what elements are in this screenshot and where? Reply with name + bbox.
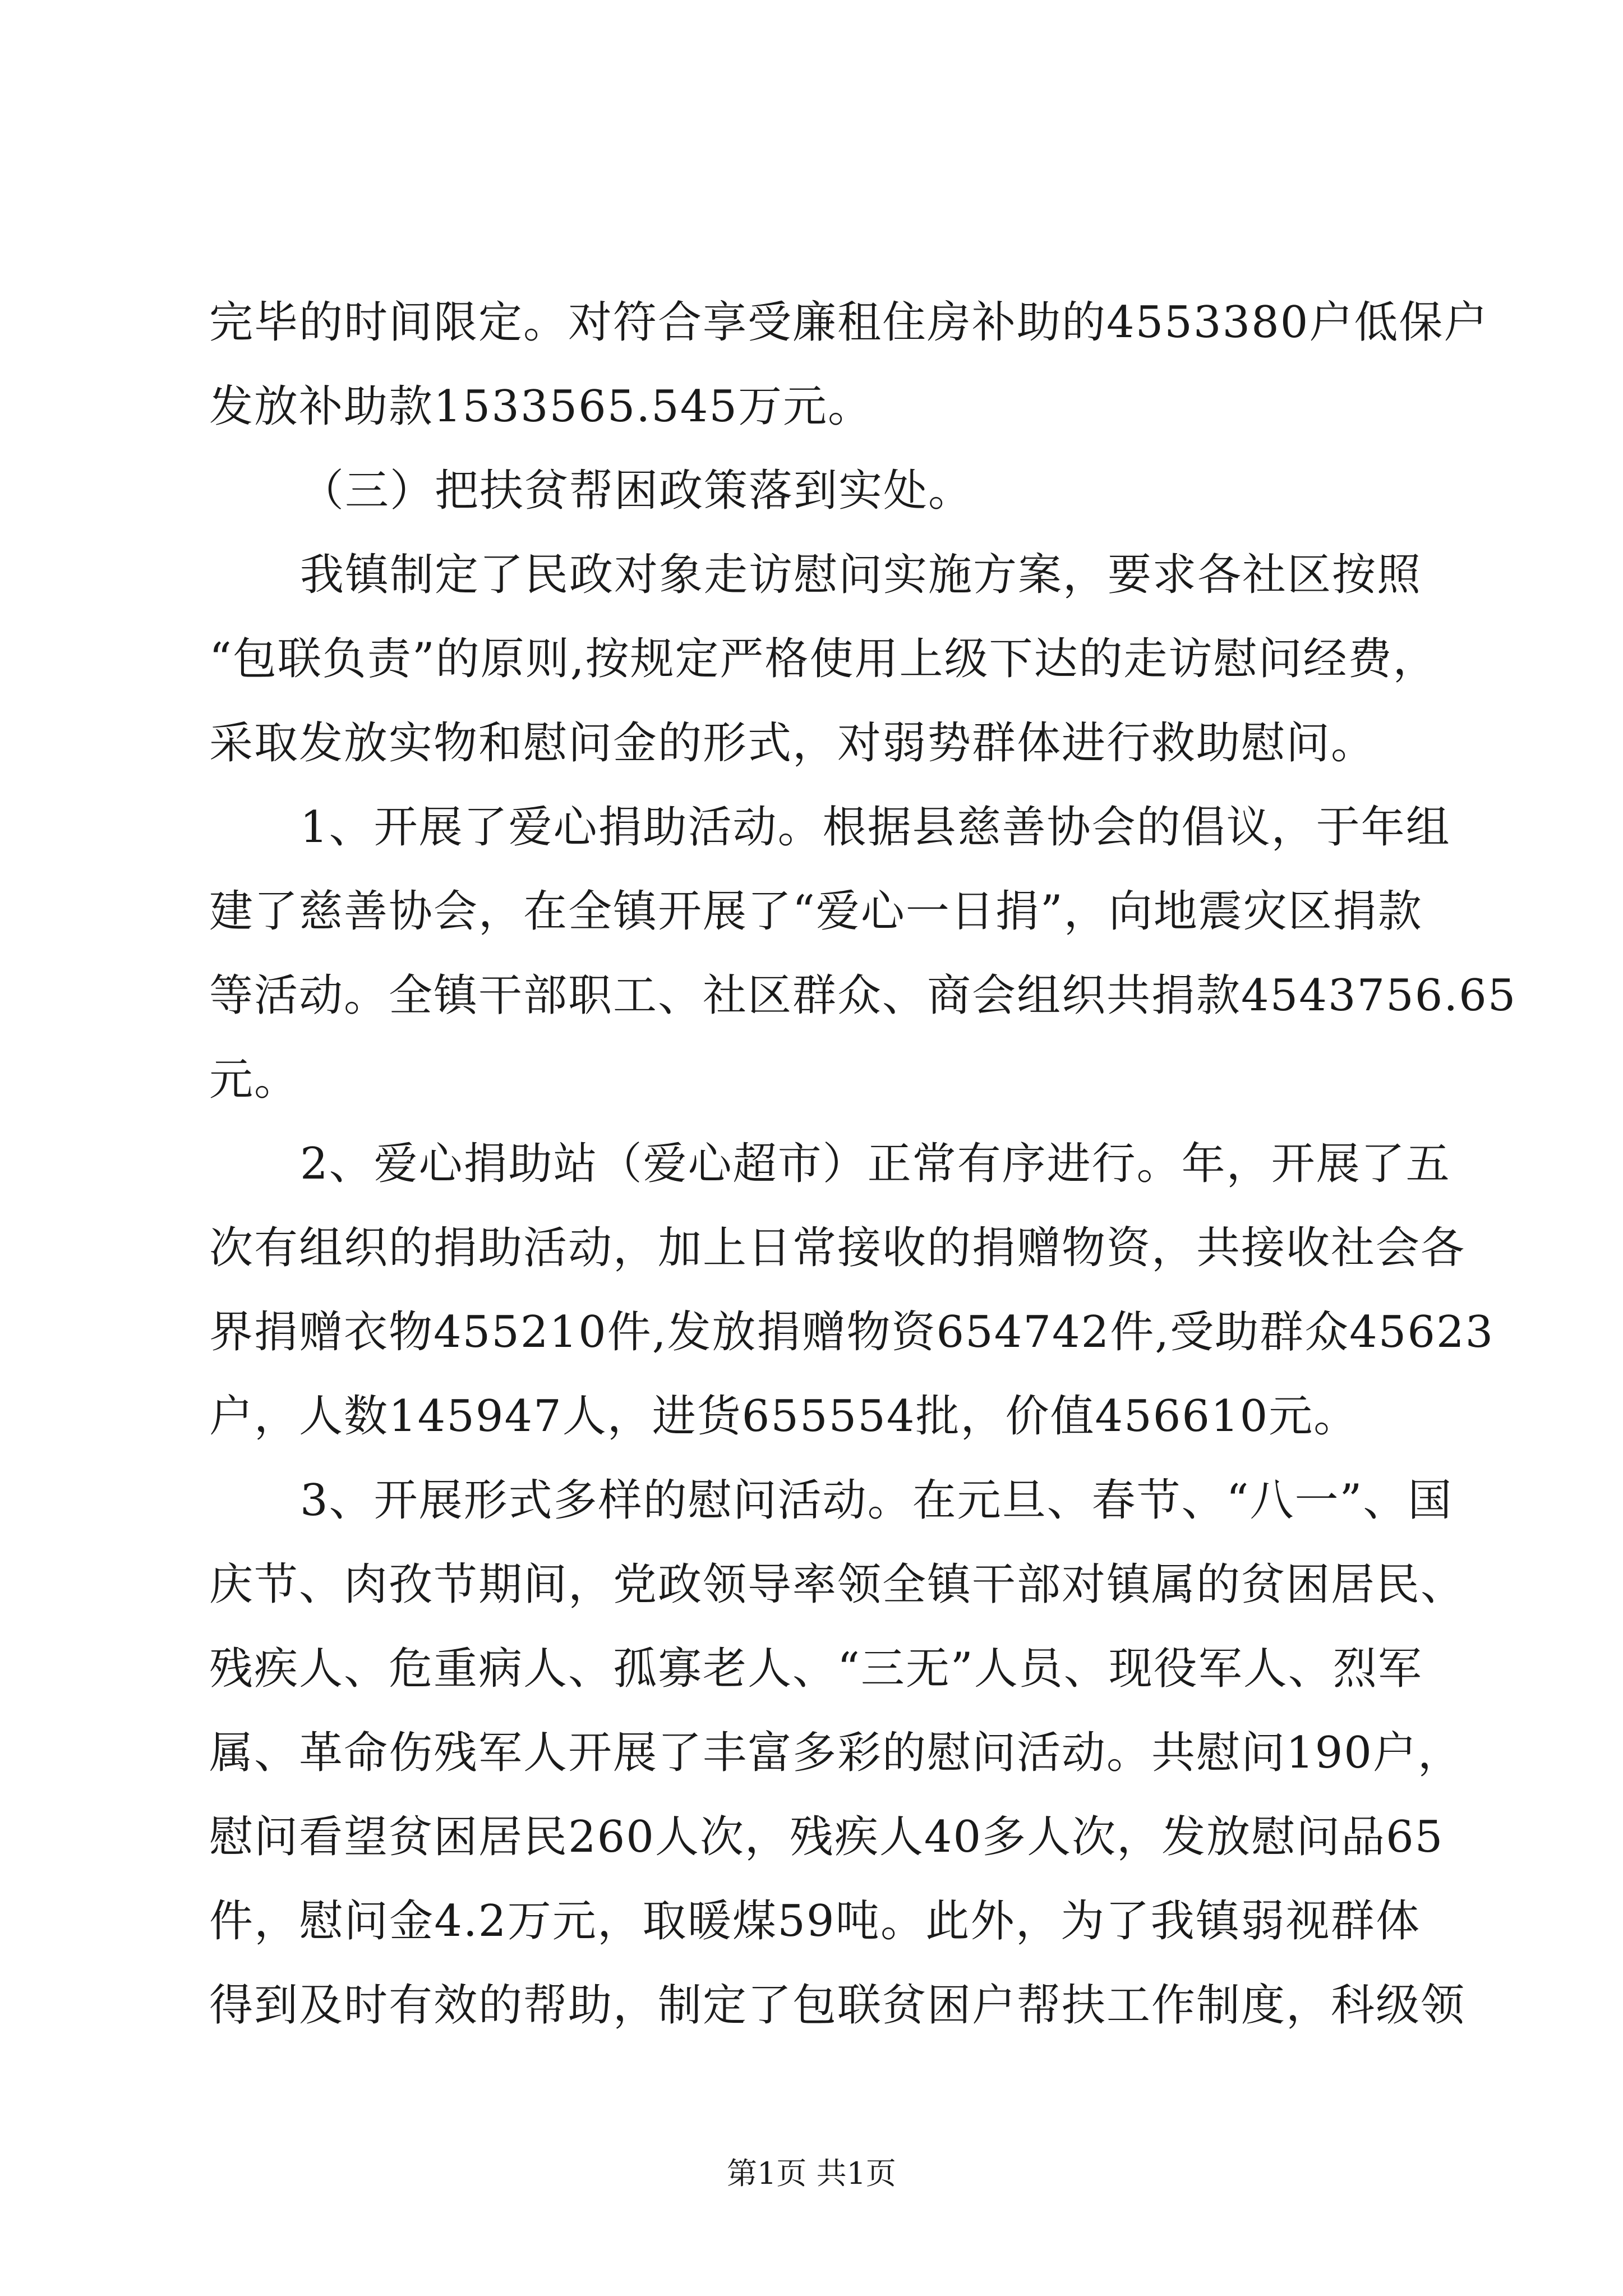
text-line: 发放补助款1533565.545万元。 bbox=[209, 381, 873, 432]
text-line: “包联负责”的原则,按规定严格使用上级下达的走访慰问经费， bbox=[209, 634, 1438, 684]
text-line: 等活动。全镇干部职工、社区群众、商会组织共捐款4543756.65 bbox=[209, 970, 1517, 1021]
paragraph-first-line: 1、开展了爱心捐助活动。根据县慈善协会的倡议，于年组 bbox=[300, 802, 1451, 853]
text-line: 残疾人、危重病人、孤寡老人、“三无”人员、现役军人、烈军 bbox=[209, 1644, 1423, 1694]
paragraph-first-line: 我镇制定了民政对象走访慰问实施方案，要求各社区按照 bbox=[300, 550, 1422, 600]
text-line: 建了慈善协会，在全镇开展了“爱心一日捐”，向地震灾区捐款 bbox=[209, 886, 1423, 937]
text-line: 次有组织的捐助活动，加上日常接收的捐赠物资，共接收社会各 bbox=[209, 1223, 1466, 1273]
text-line: 庆节、肉孜节期间，党政领导率领全镇干部对镇属的贫困居民、 bbox=[209, 1559, 1466, 1610]
text-line: 界捐赠衣物455210件,发放捐赠物资654742件,受助群众45623 bbox=[209, 1307, 1495, 1358]
text-line: 元。 bbox=[209, 1055, 299, 1105]
text-line: 户，人数145947人，进货655554批，价值456610元。 bbox=[209, 1391, 1359, 1442]
section-heading: （三）把扶贫帮困政策落到实处。 bbox=[300, 466, 974, 516]
text-line: 完毕的时间限定。对符合享受廉租住房补助的4553380户低保户 bbox=[209, 297, 1489, 348]
text-line: 得到及时有效的帮助，制定了包联贫困户帮扶工作制度，科级领 bbox=[209, 1980, 1466, 2031]
text-line: 属、革命伤残军人开展了丰富多彩的慰问活动。共慰问190户， bbox=[209, 1728, 1463, 1778]
text-line: 件，慰问金4.2万元，取暖煤59吨。此外，为了我镇弱视群体 bbox=[209, 1896, 1421, 1947]
page-number-footer: 第1页 共1页 bbox=[727, 2156, 896, 2191]
text-line: 采取发放实物和慰问金的形式，对弱势群体进行救助慰问。 bbox=[209, 718, 1376, 769]
text-line: 慰问看望贫困居民260人次，残疾人40多人次，发放慰问品65 bbox=[209, 1812, 1444, 1862]
paragraph-first-line: 3、开展形式多样的慰问活动。在元旦、春节、“八一”、国 bbox=[300, 1475, 1453, 1526]
paragraph-first-line: 2、爱心捐助站（爱心超市）正常有序进行。年，开展了五 bbox=[300, 1139, 1451, 1189]
